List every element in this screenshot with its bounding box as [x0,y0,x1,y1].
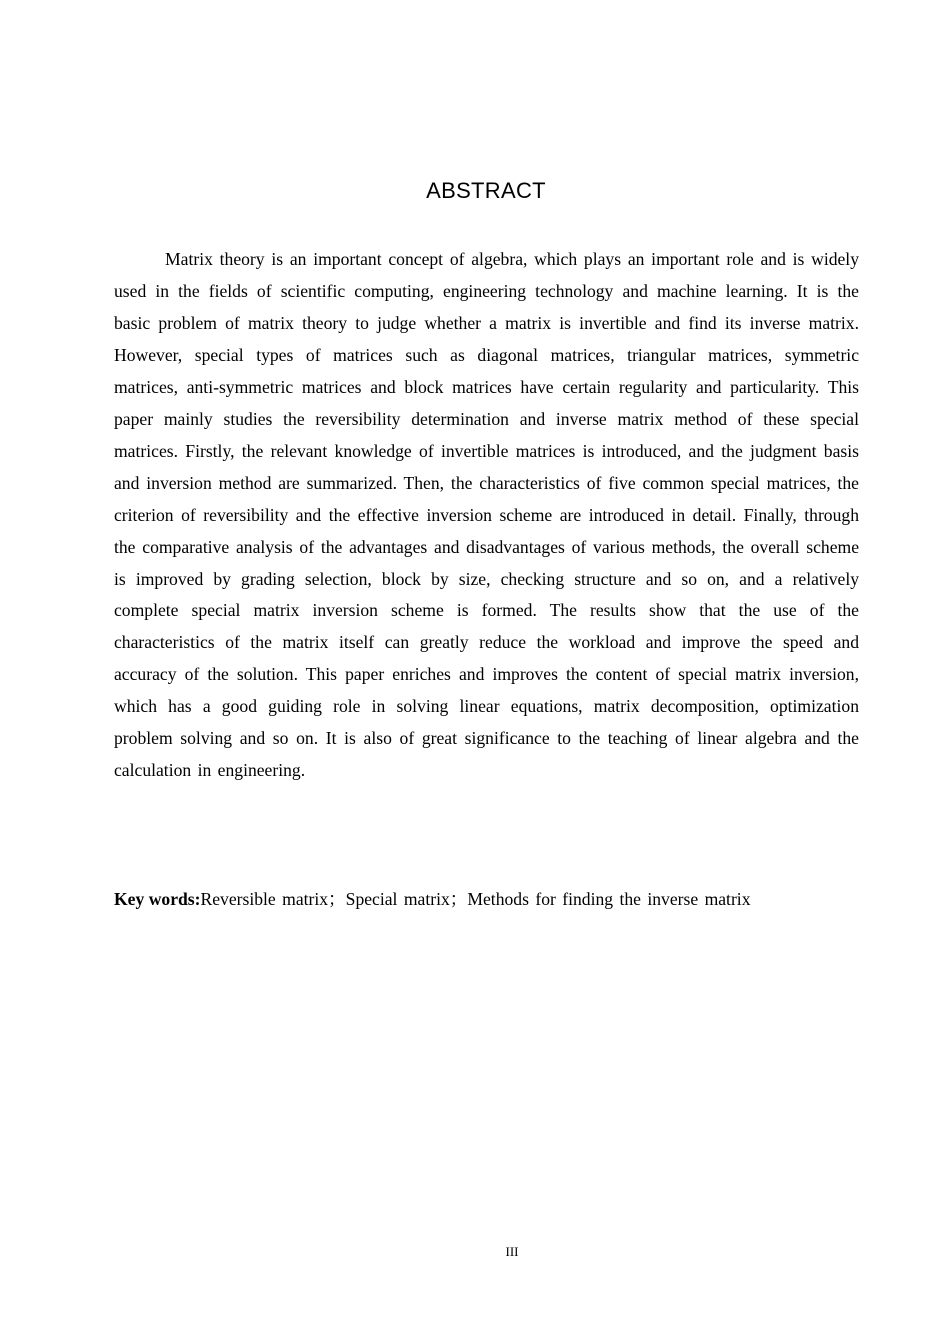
keywords-list: Reversible matrix；Special matrix；Methods for finding the inverse matrix [200,889,751,909]
page-number: III [505,1244,519,1259]
keywords-label: Key words: [114,889,201,909]
keywords-line [114,883,859,915]
abstract-paragraph: Matrix theory is an important concept of algebra, which plays an important role and is widely used in the fields of scientific computing, engineering technology and machine learning. It is the basic problem of matrix theory to judge whether a matrix is invertible and find its inverse matrix. However, special types of matrices such as diagonal matrices, triangular matrices, symmetric matrices, anti-symmetric matrices and block matrices have certain regularity and particularity. This paper mainly studies the reversibility determination and inverse matrix method of these special matrices. Firstly, the relevant knowledge of invertible matrices is introduced, and the judgment basis and inversion method are summarized. Then, the characteristics of five common special matrices, the criterion of reversibility and the effective inversion scheme are introduced in detail. Finally, through the comparative analysis of the advantages and disadvantages of various methods, the overall scheme is improved by grading selection, block by size, checking structure and so on, and a relatively complete special matrix inversion scheme is formed. The results show that the use of the characteristics of the matrix itself can greatly reduce the workload and improve the speed and accuracy of the solution. This paper enriches and improves the content of special matrix inversion, which has a good guiding role in solving linear equations, matrix decomposition, optimization problem solving and so on. It is also of great significance to the teaching of linear algebra and the calculation in engineering. [114,249,859,781]
abstract-heading: ABSTRACT [426,178,546,203]
